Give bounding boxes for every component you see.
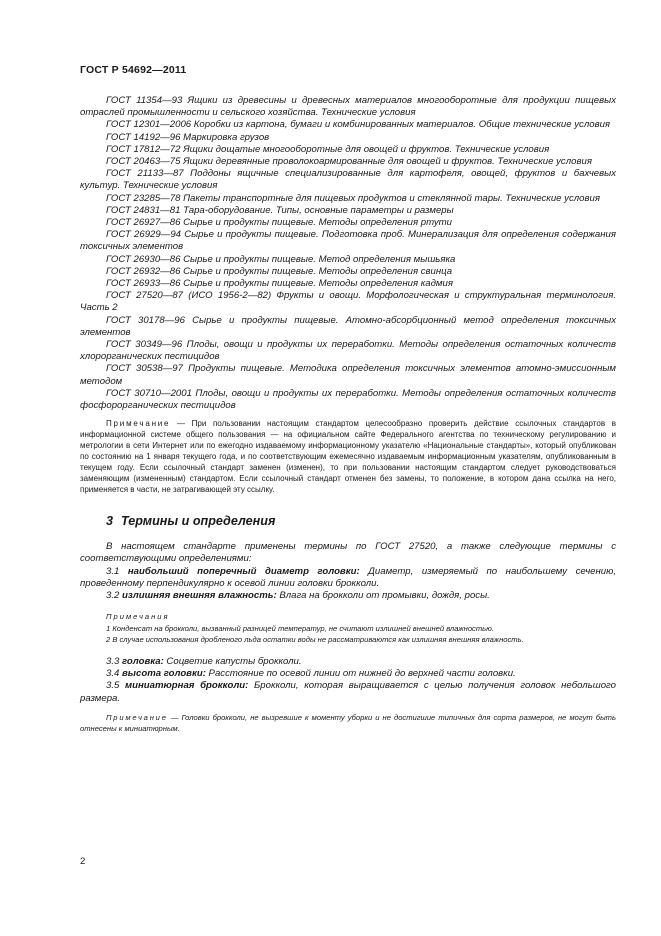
section-title: Термины и определения [121, 514, 276, 529]
document-id: ГОСТ Р 54692—2011 [80, 64, 187, 76]
term-definition [80, 668, 616, 680]
section-intro: В настоящем стандарте применены термины по ГОСТ 27520, а также следующие термины с соответствующими определениями: [80, 541, 616, 565]
section-number: 3 [106, 514, 114, 529]
term-text: Соцветие капусты брокколи. [163, 655, 302, 667]
term-text: Диаметр, измеряемый по наибольшему сечению, проведенному перпендикулярно к осевой линии головки брокколи. [80, 565, 616, 589]
term-definition [80, 680, 616, 704]
reference-item: ГОСТ 26933—86 Сырье и продукты пищевые. Методы определения кадмия [106, 278, 453, 290]
reference-item: ГОСТ 23285—78 Пакеты транспортные для пищевых продуктов и стеклянной тары. Технические условия [106, 192, 600, 204]
reference-item: ГОСТ 30710—2001 Плоды, овощи и продукты их переработки. Методы определения остаточных количеств фосфорорганических пестицидов [80, 387, 616, 412]
term-number: 3.4 [106, 668, 120, 680]
term-definition [80, 566, 616, 590]
note-text: — При пользовании настоящим стандартом целесообразно проверить действие ссылочных стандартов в информационной системе общего пользования — на официальном сайте Федерального агентства по техническому регулированию и метрологии в сети Интернет или по ежегодно издаваемому информационному указателю «Национальные стандарты», который опубликован по состоянию на 1 января текущего года, и по соответствующим ежемесячно издаваемым информационным указателям, опубликованным в текущем году. Если ссылочный стандарт заменен (изменен), то при пользовании настоящим стандартом следует руководствоваться заменяющим (измененным) стандартом. Если ссылочный стандарт отменен без замены, то положение, в котором дана ссылка на него, применяется в части, не затрагивающей эту ссылку. [80, 419, 616, 495]
terms-list-b [80, 656, 616, 705]
reference-item: ГОСТ 30538—97 Продукты пищевые. Методика определения токсичных элементов атомно-эмиссионным методом [80, 363, 616, 387]
reference-item: ГОСТ 12301—2006 Коробки из картона, бумаги и комбинированных материалов. Общие технические условия [106, 119, 611, 131]
reference-item: ГОСТ 17812—72 Ящики дощатые многооборотные для овощей и фруктов. Технические условия [106, 143, 550, 155]
spacer [80, 646, 616, 656]
note-text: — Головки брокколи, не вызревшие к моменту уборки и не достигшие типичных для сорта размеров, не могут быть отнесены к миниатюрным. [80, 712, 616, 733]
term-name: наибольший поперечный диаметр головки: [127, 565, 360, 577]
term-number: 3.3 [106, 655, 120, 667]
note-miniature [80, 713, 616, 735]
reference-item: ГОСТ 30178—96 Сырье и продукты пищевые. Атомно-абсорбционный метод определения токсичных элементов [80, 314, 616, 338]
note-references [80, 418, 616, 495]
reference-item: ГОСТ 26927—86 Сырье и продукты пищевые. Методы определения ртути [106, 217, 452, 229]
term-text: Брокколи, которая выращивается с целью получения головок небольшого размера. [80, 680, 617, 704]
reference-item: ГОСТ 21133—87 Поддоны ящичные специализированные для картофеля, овощей, фруктов и бахчевых культур. Технические условия [80, 168, 616, 192]
notes-heading: Примечания [106, 612, 170, 622]
reference-item: ГОСТ 26930—86 Сырье и продукты пищевые. Метод определения мышьяка [106, 253, 456, 265]
section-heading [106, 514, 616, 528]
reference-item: ГОСТ 30349—96 Плоды, овощи и продукты их переработки. Методы определения остаточных количеств хлорорганических пестицидов [80, 339, 616, 363]
notes-list [80, 624, 616, 646]
reference-item: ГОСТ 24831—81 Тара-оборудование. Типы, основные параметры и размеры [106, 204, 454, 216]
page-content [80, 95, 616, 734]
reference-item: ГОСТ 26929—94 Сырье и продукты пищевые. Подготовка проб. Минерализация для определения содержания токсичных элементов [80, 229, 616, 253]
term-text: Влага на брокколи от промывки, дождя, росы. [276, 590, 490, 602]
term-name: излишняя внешняя влажность: [122, 590, 277, 602]
term-name: головка: [122, 655, 164, 667]
reference-item: ГОСТ 14192—96 Маркировка грузов [106, 131, 270, 143]
note-item: 2 В случае использования дробленого льда остатки воды не рассматриваются как излишняя внешняя влажность. [106, 635, 524, 645]
term-number: 3.2 [106, 590, 120, 602]
term-definition [80, 656, 616, 668]
terms-list-a [80, 566, 616, 603]
note-item: 1 Конденсат на брокколи, вызванный разницей температур, не считают излишней внешней влажностью. [106, 624, 494, 634]
note-label: Примечание [106, 712, 168, 722]
term-definition [80, 590, 616, 602]
note-label: Примечание [106, 419, 171, 429]
term-name: миниатюрная брокколи: [125, 680, 249, 692]
reference-item: ГОСТ 20463—75 Ящики деревянные проволокоармированные для овощей и фруктов. Технические условия [106, 156, 592, 168]
reference-item: ГОСТ 27520—87 (ИСО 1956-2—82) Фрукты и овощи. Морфологическая и структуральная терминология. Часть 2 [80, 290, 616, 314]
term-text: Расстояние по осевой линии от нижней до верхней части головки. [205, 668, 516, 680]
page-number: 2 [80, 856, 86, 867]
term-number: 3.5 [106, 680, 120, 692]
reference-item: ГОСТ 11354—93 Ящики из древесины и древесных материалов многооборотные для продукции пищевых отраслей промышленности и сельского хозяйства. Технические условия [80, 95, 616, 119]
reference-item: ГОСТ 26932—86 Сырье и продукты пищевые. Методы определения свинца [106, 265, 453, 277]
term-name: высота головки: [122, 668, 206, 680]
term-number: 3.1 [106, 565, 120, 577]
normative-references [80, 95, 616, 412]
